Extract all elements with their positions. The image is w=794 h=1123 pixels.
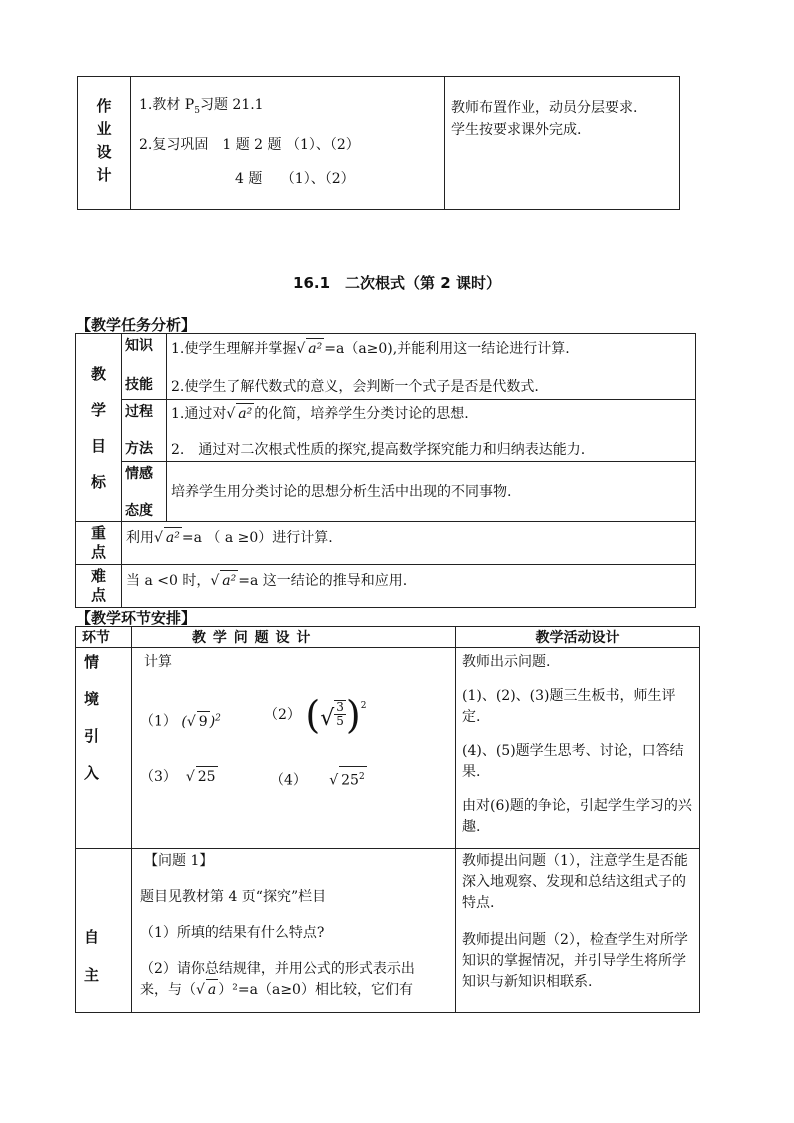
self-question-1: （1）所填的结果有什么特点? <box>140 925 325 941</box>
objectives-table <box>75 333 696 608</box>
knowledge-label-cell <box>122 334 167 400</box>
intro-item-2: （2） (√ $\frac{3}{5}$ )$^2$ <box>264 693 367 737</box>
self-activity-1: 教师提出问题（1），注意学生是否能深入地观察、发现和总结这组式子的特点. <box>462 853 688 911</box>
homework-header-char: 业 <box>96 120 112 138</box>
homework-line-3: 4 题 （1）、（2） <box>235 170 355 187</box>
homework-header-char: 作 <box>96 97 112 115</box>
intro-activity-3: (4)、(5)题学生思考、讨论，口答结果. <box>462 743 684 780</box>
emotion-label-1: 情感 <box>125 466 153 482</box>
self-activity-cell <box>456 849 700 1013</box>
intro-compute-label: 计算 <box>144 654 172 670</box>
difficulty-label-cell <box>76 565 122 608</box>
difficulty-text-cell <box>122 565 696 608</box>
self-problem-source: 题目见教材第 4 页“探究”栏目 <box>140 889 327 905</box>
knowledge-label-2: 技能 <box>125 377 153 393</box>
emotion-text-cell <box>167 462 696 522</box>
process-line-1: 1.通过对√ a² 的化简，培养学生分类讨论的思想. <box>171 403 695 424</box>
homework-student-note: 学生按要求课外完成. <box>451 122 582 138</box>
key-point-char: 点 <box>90 543 106 561</box>
homework-line-1: 1.教材 $P_5$习题 21.1 <box>139 97 264 116</box>
self-char: 主 <box>84 966 100 984</box>
col-header-stage: 环节 <box>76 627 132 648</box>
col-header-problem: 教 学 问 题 设 计 <box>132 627 456 648</box>
homework-line-2: 2.复习巩固 1 题 2 题 （1）、（2） <box>139 136 360 153</box>
homework-content-cell <box>131 77 445 210</box>
lesson-title: 16.1 二次根式（第 2 课时） <box>293 274 501 292</box>
key-point-char: 重 <box>90 524 106 542</box>
intro-item-3: （3） √ 25 <box>140 766 218 787</box>
intro-activity-2: (1)、(2)、(3)题三生板书，师生评定. <box>462 688 676 725</box>
intro-activity-1: 教师出示问题. <box>462 654 551 670</box>
emotion-label-2: 态度 <box>125 503 153 519</box>
process-label-2: 方法 <box>125 441 153 457</box>
objectives-side-char: 学 <box>90 400 106 419</box>
self-stage-cell <box>76 849 132 1013</box>
knowledge-line-1: 1.使学生理解并掌握√ a² =a（a≥0),并能利用这一结论进行计算. <box>171 338 695 359</box>
key-point-text: 利用√ a² =a （ a ≥0）进行计算. <box>122 522 695 548</box>
intro-problem-cell <box>132 648 456 849</box>
process-text-cell <box>167 400 696 462</box>
homework-table <box>77 76 680 210</box>
self-question-2a: （2）请你总结规律，并用公式的形式表示出 <box>140 961 415 977</box>
emotion-label-cell <box>122 462 167 522</box>
task-analysis-heading: 【教学任务分析】 <box>76 316 197 334</box>
self-question-2b: 来，与（√ a ）²=a（a≥0）相比较，它们有 <box>140 979 451 1000</box>
intro-char: 情 <box>84 653 100 671</box>
homework-teacher-note: 教师布置作业，动员分层要求. <box>451 100 638 116</box>
process-line-2: 2. 通过对二次根式性质的探究,提高数学探究能力和归纳表达能力. <box>171 442 586 458</box>
self-problem-title: 【问题 1】 <box>144 853 214 869</box>
process-label-cell <box>122 400 167 462</box>
knowledge-text-cell <box>167 334 696 400</box>
key-point-label-cell <box>76 522 122 565</box>
intro-char: 入 <box>84 764 100 782</box>
difficulty-text: 当 a <0 时，√ a² =a 这一结论的推导和应用. <box>122 565 695 591</box>
emotion-text: 培养学生用分类讨论的思想分析生活中出现的不同事物. <box>171 484 512 500</box>
objectives-side-char: 目 <box>90 436 106 455</box>
process-label-1: 过程 <box>125 404 153 420</box>
homework-header-char: 计 <box>96 166 112 184</box>
intro-stage-cell <box>76 648 132 849</box>
objectives-side-char: 标 <box>90 472 106 491</box>
knowledge-line-2: 2.使学生了解代数式的意义，会判断一个式子是否是代数式. <box>171 379 539 395</box>
homework-activity-cell <box>445 77 680 210</box>
knowledge-label-1: 知识 <box>125 338 153 354</box>
arrangement-heading: 【教学环节安排】 <box>76 609 197 627</box>
difficulty-char: 点 <box>90 586 106 604</box>
self-problem-cell <box>132 849 456 1013</box>
self-activity-2: 教师提出问题（2），检查学生对所学知识的掌握情况，并引导学生将所学知识与新知识相联系. <box>462 932 688 990</box>
key-point-text-cell <box>122 522 696 565</box>
difficulty-char: 难 <box>90 567 106 585</box>
intro-activity-4: 由对(6)题的争论，引起学生学习的兴趣. <box>462 798 692 835</box>
arrangement-table <box>75 626 700 1013</box>
intro-char: 引 <box>84 727 100 745</box>
col-header-activity: 教学活动设计 <box>456 627 700 648</box>
objectives-side-cell <box>76 334 122 522</box>
intro-char: 境 <box>84 690 100 708</box>
intro-activity-cell <box>456 648 700 849</box>
intro-item-1: （1） (√ 9 )$^2$ <box>140 708 221 732</box>
self-char: 自 <box>84 928 100 946</box>
objectives-side-char: 教 <box>90 364 106 383</box>
intro-item-4: （4） √ $25^2$ <box>270 766 367 791</box>
homework-header-cell <box>78 77 131 210</box>
homework-header-char: 设 <box>96 143 112 161</box>
